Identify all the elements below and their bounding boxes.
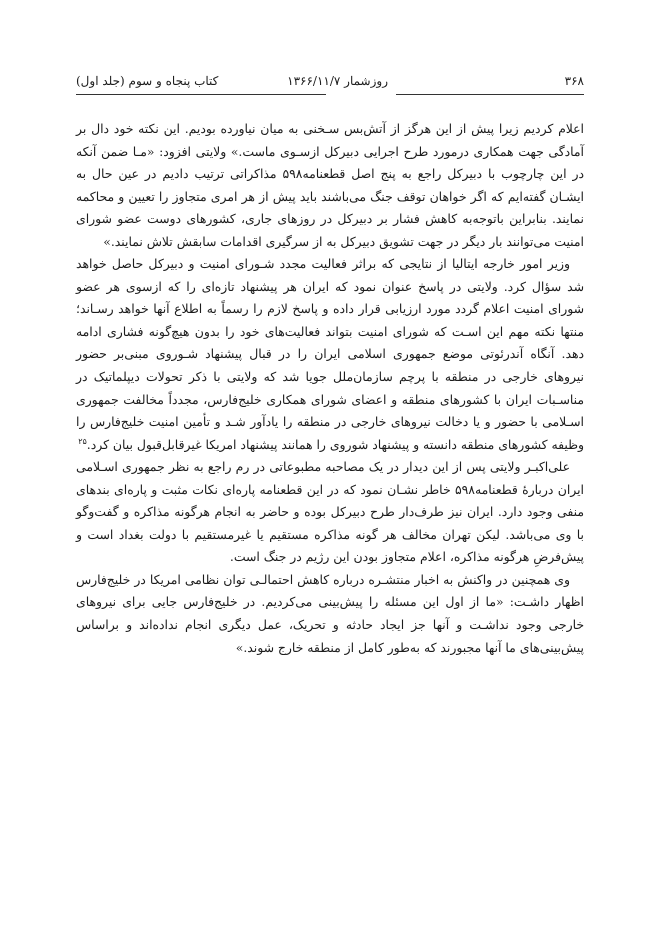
paragraph: علی‌اکبـر ولایتی پس از این دیدار در یک مصاحبه مطبوعاتی در رم راجع به نظر جمهوری اسـلامی ایران دربارهٔ قطعنامه۵۹۸ خاطر نشـان نمود که در این قطعنامه پاره‌ای نکات مثبت و پاره‌ای بندهای منفی وجود دارد. ایران نیز طرف‌دار طرح دبیرکل بوده و حاضر به انجام هرگونه مذاکره و گفت‌وگو با وی می‌باشد. لیکن تهران مخالف هر گونه مذاکره مستقیم یا غیرمستقیم با دولت بغداد است و پیش‌فرضِ هرگونه مذاکره، اعلام متجاوز بودن این رژیم در جنگ است. bbox=[76, 459, 584, 565]
header-rule bbox=[76, 94, 326, 95]
body-text bbox=[76, 118, 584, 659]
header-date: روزشمار ۱۳۶۶/۱۱/۷ bbox=[287, 74, 388, 88]
paragraph: وزیر امور خارجه ایتالیا از نتایجی که براثر فعالیت مجدد شـورای امنیت و دبیرکل حاصل خواهد شد سؤال کرد. ولایتی در پاسخ عنوان نمود که ایران هر پیشنهاد تازه‌ای را که ازسوی هر عضو شورای امنیت اعلام گردد مورد ارزیابی قرار داده و پاسخ لازم را رسماً به اطلاع آنها خواهد رسـاند؛ منتها نکته مهم این اسـت که شورای امنیت بتواند فعالیت‌های خود را بدون هیچ‌گونه فشاری ادامه دهد. آنگاه آندرئوتی موضع جمهوری اسلامی ایران را در قبال پیشنهاد شـوروی مبنی‌بر حضور نیروهای خارجی در منطقه با پرچم سازمان‌ملل جویا شد که ولایتی با ذکر تحولات دیپلماتیک در مناسـبات ایران با کشورهای منطقه و اعضای شورای همکاری خلیج‌فارس، مجدداً مخالفت جمهوری اسـلامی با حضور و یا دخالت نیروهای خارجی در منطقه را یادآور شـد و تأمین امنیت خلیج‌فارس را وظیفه کشورهای منطقه دانسته و پیشنهاد شوروی را همانند پیشنهاد امریکا غیرقابل‌قبول بیان کرد.$^{۲۵}$ bbox=[76, 256, 584, 452]
paragraph: وی همچنین در واکنش به اخبار منتشـره درباره کاهش احتمالـی توان نظامی امریکا در خلیج‌فارس اظهار داشـت: «ما از اول این مسئله را پیش‌بینی می‌کردیم. در خلیج‌فارس جایی برای نیروهای خارجی وجود نداشـت و آنها جز ایجاد حادثه و تحریک، عمل دیگری انجام نداده‌اند و براساس پیش‌بینی‌های ما آنها مجبورند که به‌طور کامل از منطقه خارج شوند.» bbox=[76, 571, 584, 655]
footnote-marker: ۲۵ bbox=[78, 436, 87, 446]
paragraph: اعلام کردیم زیرا پیش از این هرگز از آتش‌بس سـخنی به میان نیاورده بودیم. این نکته خود دال بر آمادگی جهت همکاری درمورد طرح اجرایی دبیرکل ازسـوی ماست.» ولایتی افزود: «مـا ضمن آنکه در این چارچوب با دبیرکل راجع به پنج اصل قطعنامه۵۹۸ مذاکراتی ترتیب دادیم در عین حال به ایشـان گفته‌ایم که اگر خواهان توقف جنگ می‌باشند باید پیش از هر امری متجاوز را تعیین و محاکمه نمایند. بنابراین باتوجه‌به کاهش فشار بر دبیرکل در روزهای جاری، کشورهای دوست عضو شورای امنیت می‌توانند بار دیگر در جهت تشویق دبیرکل به از سرگیری اقدامات سابقش تلاش نمایند.» bbox=[76, 121, 584, 249]
book-title: کتاب پنجاه و سوم (جلد اول) bbox=[76, 74, 219, 88]
running-header bbox=[76, 74, 584, 96]
header-rule bbox=[396, 94, 584, 95]
page-number: ۳۶۸ bbox=[564, 74, 584, 88]
